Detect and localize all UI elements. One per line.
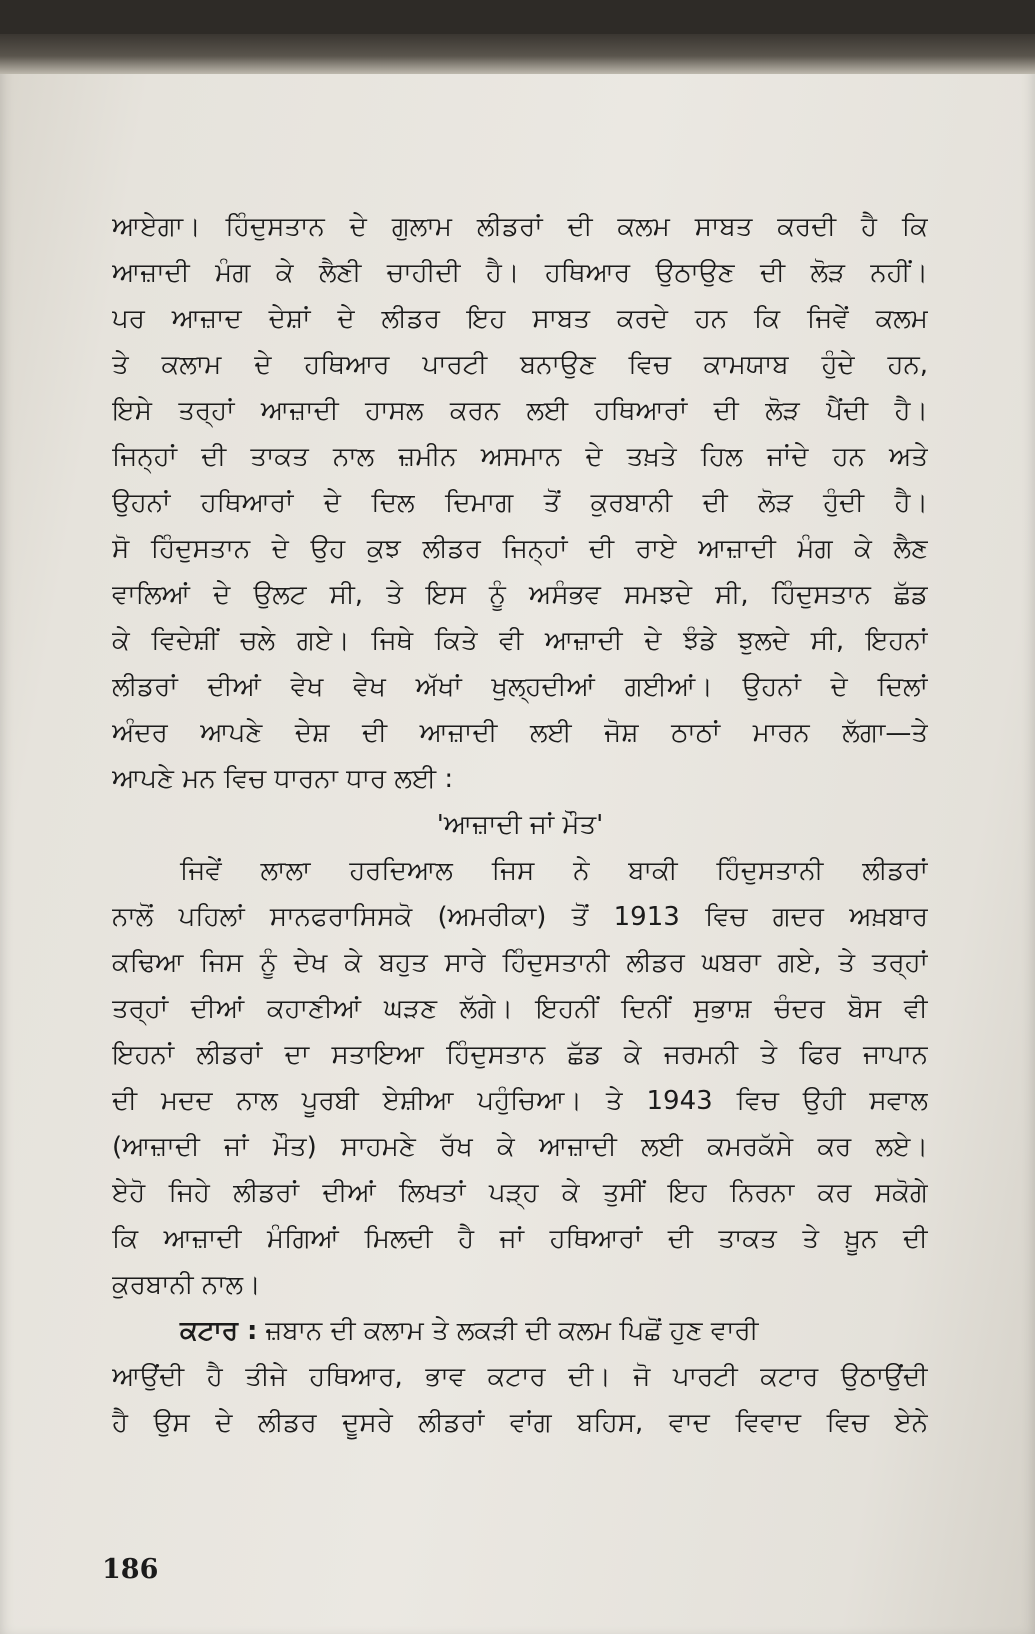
text-line: (ਆਜ਼ਾਦੀ ਜਾਂ ਮੌਤ) ਸਾਹਮਣੇ ਰੱਖ ਕੇ ਆਜ਼ਾਦੀ ਲਈ ਕਮਰਕੱਸੇ ਕਰ ਲਏ। — [112, 1132, 928, 1162]
text-line: ਤਰ੍ਹਾਂ ਦੀਆਂ ਕਹਾਣੀਆਂ ਘੜਣ ਲੱਗੇ। ਇਹਨੀਂ ਦਿਨੀਂ ਸੁਭਾਸ਼ ਚੰਦਰ ਬੋਸ ਵੀ — [112, 994, 928, 1024]
text-line: ਇਹਨਾਂ ਲੀਡਰਾਂ ਦਾ ਸਤਾਇਆ ਹਿੰਦੁਸਤਾਨ ਛੱਡ ਕੇ ਜਰਮਨੀ ਤੇ ਫਿਰ ਜਾਪਾਨ — [112, 1040, 928, 1070]
page-top-shadow — [0, 34, 1035, 74]
text-line: ਉਹਨਾਂ ਹਥਿਆਰਾਂ ਦੇ ਦਿਲ ਦਿਮਾਗ ਤੋਂ ਕੁਰਬਾਨੀ ਦੀ ਲੋੜ ਹੁੰਦੀ ਹੈ। — [112, 488, 928, 518]
book-page — [0, 34, 1035, 1634]
quote-line: 'ਆਜ਼ਾਦੀ ਜਾਂ ਮੌਤ' — [436, 810, 604, 840]
text-line: ਦੀ ਮਦਦ ਨਾਲ ਪੂਰਬੀ ਏਸ਼ੀਆ ਪਹੁੰਚਿਆ। ਤੇ 1943 ਵਿਚ ਉਹੀ ਸਵਾਲ — [112, 1086, 928, 1116]
text-line: ਇਸੇ ਤਰ੍ਹਾਂ ਆਜ਼ਾਦੀ ਹਾਸਲ ਕਰਨ ਲਈ ਹਥਿਆਰਾਂ ਦੀ ਲੋੜ ਪੈਂਦੀ ਹੈ। — [112, 396, 928, 426]
text-line: ਆਪਣੇ ਮਨ ਵਿਚ ਧਾਰਨਾ ਧਾਰ ਲਈ : — [112, 764, 454, 794]
text-line: ਕਿ ਆਜ਼ਾਦੀ ਮੰਗਿਆਂ ਮਿਲਦੀ ਹੈ ਜਾਂ ਹਥਿਆਰਾਂ ਦੀ ਤਾਕਤ ਤੇ ਖ਼ੂਨ ਦੀ — [112, 1224, 928, 1254]
text-line: ਜਿਵੇਂ ਲਾਲਾ ਹਰਦਿਆਲ ਜਿਸ ਨੇ ਬਾਕੀ ਹਿੰਦੁਸਤਾਨੀ ਲੀਡਰਾਂ — [180, 856, 928, 886]
text-line: ਆਉਂਦੀ ਹੈ ਤੀਜੇ ਹਥਿਆਰ, ਭਾਵ ਕਟਾਰ ਦੀ। ਜੋ ਪਾਰਟੀ ਕਟਾਰ ਉਠਾਉਂਦੀ — [112, 1362, 928, 1392]
section-heading: ਕਟਾਰ : — [180, 1316, 258, 1346]
page-number: 186 — [102, 1554, 159, 1585]
text-line: ਅੰਦਰ ਆਪਣੇ ਦੇਸ਼ ਦੀ ਆਜ਼ਾਦੀ ਲਈ ਜੋਸ਼ ਠਾਠਾਂ ਮਾਰਨ ਲੱਗਾ—ਤੇ — [112, 718, 928, 748]
text-line: ਕਢਿਆ ਜਿਸ ਨੂੰ ਦੇਖ ਕੇ ਬਹੁਤ ਸਾਰੇ ਹਿੰਦੁਸਤਾਨੀ ਲੀਡਰ ਘਬਰਾ ਗਏ, ਤੇ ਤਰ੍ਹਾਂ — [112, 948, 928, 978]
text-line: ਨਾਲੋਂ ਪਹਿਲਾਂ ਸਾਨਫਰਾਸਿਸਕੋ (ਅਮਰੀਕਾ) ਤੋਂ 1913 ਵਿਚ ਗਦਰ ਅਖ਼ਬਾਰ — [112, 902, 928, 932]
text-line: ਤੇ ਕਲਾਮ ਦੇ ਹਥਿਆਰ ਪਾਰਟੀ ਬਨਾਉਣ ਵਿਚ ਕਾਮਯਾਬ ਹੁੰਦੇ ਹਨ, — [112, 350, 928, 380]
section-first-line-text: ਜ਼ਬਾਨ ਦੀ ਕਲਾਮ ਤੇ ਲਕੜੀ ਦੀ ਕਲਮ ਪਿਛੋਂ ਹੁਣ ਵਾਰੀ — [265, 1316, 759, 1346]
section-first-line — [112, 1308, 928, 1354]
text-line: ਸੋ ਹਿੰਦੁਸਤਾਨ ਦੇ ਉਹ ਕੁਝ ਲੀਡਰ ਜਿਨ੍ਹਾਂ ਦੀ ਰਾਏ ਆਜ਼ਾਦੀ ਮੰਗ ਕੇ ਲੈਣ — [112, 534, 928, 564]
text-line: ਜਿਨ੍ਹਾਂ ਦੀ ਤਾਕਤ ਨਾਲ ਜ਼ਮੀਨ ਅਸਮਾਨ ਦੇ ਤਖ਼ਤੇ ਹਿਲ ਜਾਂਦੇ ਹਨ ਅਤੇ — [112, 442, 928, 472]
page-body-text — [112, 204, 928, 1446]
text-line: ਕੁਰਬਾਨੀ ਨਾਲ। — [112, 1270, 261, 1300]
text-line: ਆਏਗਾ। ਹਿੰਦੁਸਤਾਨ ਦੇ ਗੁਲਾਮ ਲੀਡਰਾਂ ਦੀ ਕਲਮ ਸਾਬਤ ਕਰਦੀ ਹੈ ਕਿ — [112, 212, 928, 242]
text-line: ਕੇ ਵਿਦੇਸ਼ੀਂ ਚਲੇ ਗਏ। ਜਿਥੇ ਕਿਤੇ ਵੀ ਆਜ਼ਾਦੀ ਦੇ ਝੰਡੇ ਝੁਲਦੇ ਸੀ, ਇਹਨਾਂ — [112, 626, 928, 656]
text-line: ਹੈ ਉਸ ਦੇ ਲੀਡਰ ਦੂਸਰੇ ਲੀਡਰਾਂ ਵਾਂਗ ਬਹਿਸ, ਵਾਦ ਵਿਵਾਦ ਵਿਚ ਏਨੇ — [112, 1408, 928, 1438]
text-line: ਲੀਡਰਾਂ ਦੀਆਂ ਵੇਖ ਵੇਖ ਅੱਖਾਂ ਖੁਲ੍ਹਦੀਆਂ ਗਈਆਂ। ਉਹਨਾਂ ਦੇ ਦਿਲਾਂ — [112, 672, 928, 702]
text-line: ਏਹੋ ਜਿਹੇ ਲੀਡਰਾਂ ਦੀਆਂ ਲਿਖਤਾਂ ਪੜ੍ਹ ਕੇ ਤੁਸੀਂ ਇਹ ਨਿਰਨਾ ਕਰ ਸਕੋਗੇ — [112, 1178, 928, 1208]
text-line: ਆਜ਼ਾਦੀ ਮੰਗ ਕੇ ਲੈਣੀ ਚਾਹੀਦੀ ਹੈ। ਹਥਿਆਰ ਉਠਾਉਣ ਦੀ ਲੋੜ ਨਹੀਂ। — [112, 258, 928, 288]
text-line: ਵਾਲਿਆਂ ਦੇ ਉਲਟ ਸੀ, ਤੇ ਇਸ ਨੂੰ ਅਸੰਭਵ ਸਮਝਦੇ ਸੀ, ਹਿੰਦੁਸਤਾਨ ਛੱਡ — [112, 580, 928, 610]
text-line: ਪਰ ਆਜ਼ਾਦ ਦੇਸ਼ਾਂ ਦੇ ਲੀਡਰ ਇਹ ਸਾਬਤ ਕਰਦੇ ਹਨ ਕਿ ਜਿਵੇਂ ਕਲਮ — [112, 304, 928, 334]
